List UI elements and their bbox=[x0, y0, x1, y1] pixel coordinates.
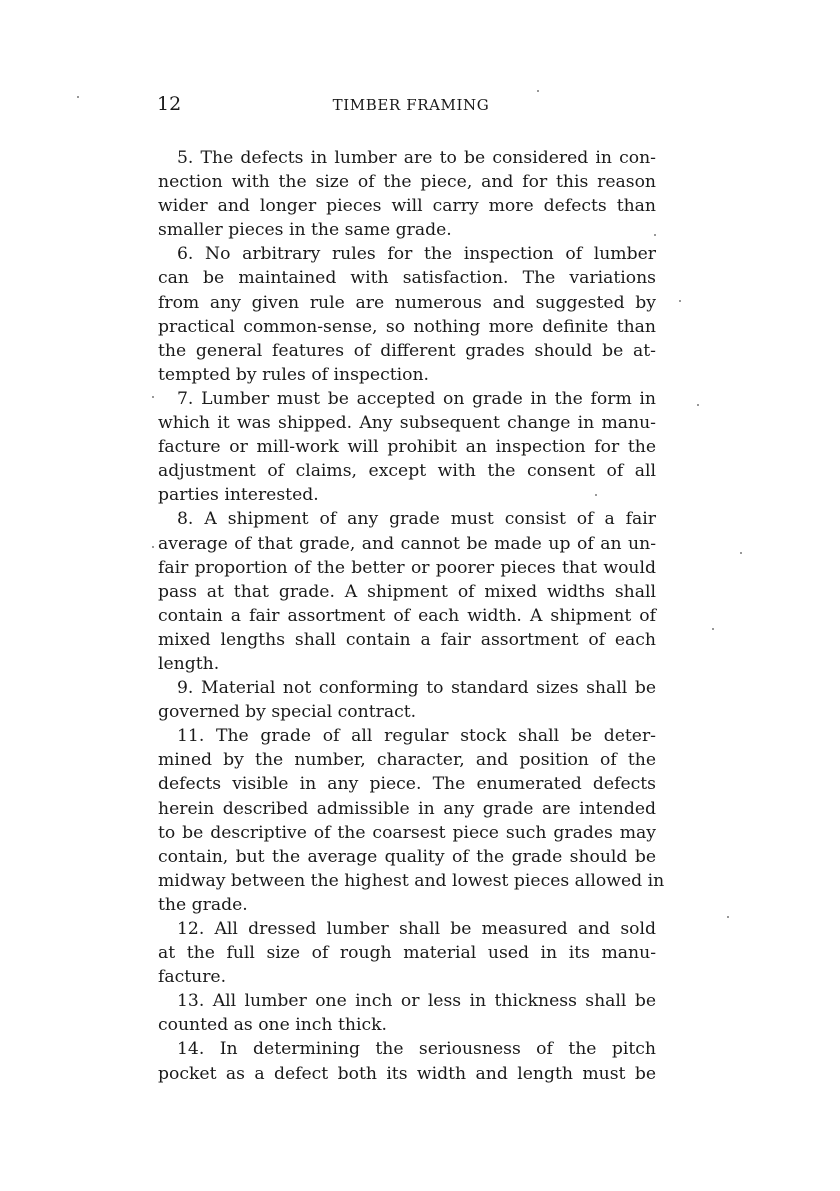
paragraph-5 bbox=[158, 146, 656, 242]
text-line: 11. The grade of all regular stock shall be deter- bbox=[177, 726, 656, 747]
text-line: 9. Material not conforming to standard sizes shall be bbox=[177, 678, 656, 699]
text-line: 8. A shipment of any grade must consist of a fair bbox=[177, 509, 656, 530]
paragraph-6 bbox=[158, 242, 656, 387]
paragraph-12 bbox=[158, 917, 656, 989]
text-line: 12. All dressed lumber shall be measured and sold bbox=[177, 919, 656, 939]
text-line: adjustment of claims, except with the consent of all bbox=[158, 461, 656, 482]
text-line: the general features of different grades should be at- bbox=[158, 340, 656, 361]
text-line: mixed lengths shall contain a fair assortment of each bbox=[158, 629, 656, 650]
text-line: the grade. bbox=[158, 894, 248, 915]
text-line: facture. bbox=[158, 967, 227, 988]
text-line: to be descriptive of the coarsest piece such grades may bbox=[158, 822, 656, 843]
scan-speck bbox=[679, 300, 681, 302]
text-line: 13. All lumber one inch or less in thickness shall be bbox=[177, 991, 656, 1012]
text-line: pocket as a defect both its width and length must be bbox=[158, 1063, 656, 1084]
text-line: tempted by rules of inspection. bbox=[158, 364, 429, 385]
text-line: midway between the highest and lowest pieces allowed in bbox=[158, 870, 665, 891]
scan-speck bbox=[77, 96, 79, 98]
text-line: mined by the number, character, and position of the bbox=[158, 750, 656, 771]
text-line: wider and longer pieces will carry more defects than bbox=[158, 196, 656, 217]
scan-speck bbox=[712, 628, 714, 630]
text-line: 14. In determining the seriousness of the pitch bbox=[177, 1039, 656, 1060]
text-line: practical common-sense, so nothing more definite than bbox=[158, 316, 656, 337]
text-line: average of that grade, and cannot be made up of an un- bbox=[158, 533, 656, 554]
text-line: governed by special contract. bbox=[158, 702, 417, 723]
running-title: TIMBER FRAMING bbox=[332, 96, 490, 114]
paragraph-8 bbox=[158, 507, 656, 676]
scan-speck bbox=[740, 552, 742, 554]
scan-speck bbox=[654, 234, 656, 236]
scan-speck bbox=[697, 404, 699, 406]
text-line: contain, but the average quality of the grade should be bbox=[158, 846, 656, 867]
paragraph-9 bbox=[158, 676, 656, 724]
scan-speck bbox=[727, 916, 729, 918]
text-line: fair proportion of the better or poorer pieces that would bbox=[158, 557, 656, 578]
paragraph-14 bbox=[158, 1037, 656, 1085]
page-header bbox=[157, 92, 657, 116]
text-line: contain a fair assortment of each width. A shipment of bbox=[158, 605, 656, 626]
text-line: defects visible in any piece. The enumerated defects bbox=[158, 774, 656, 795]
scan-speck bbox=[595, 494, 597, 496]
text-line: length. bbox=[158, 653, 220, 674]
text-line: which it was shipped. Any subsequent change in manu- bbox=[158, 413, 656, 434]
text-line: smaller pieces in the same grade. bbox=[158, 220, 452, 241]
scan-speck bbox=[152, 546, 154, 548]
text-line: nection with the size of the piece, and for this reason bbox=[158, 172, 656, 193]
scan-speck bbox=[152, 396, 154, 398]
text-line: facture or mill-work will prohibit an inspection for the bbox=[158, 437, 656, 458]
text-line: can be maintained with satisfaction. The variations bbox=[158, 268, 656, 289]
paragraph-13 bbox=[158, 989, 656, 1037]
text-line: pass at that grade. A shipment of mixed widths shall bbox=[158, 581, 656, 602]
text-line: from any given rule are numerous and suggested by bbox=[158, 292, 656, 313]
scan-speck bbox=[537, 90, 539, 92]
paragraph-11 bbox=[158, 724, 665, 917]
text-line: at the full size of rough material used in its manu- bbox=[158, 943, 656, 964]
paragraph-7 bbox=[158, 387, 656, 507]
text-line: parties interested. bbox=[158, 485, 319, 506]
text-line: herein described admissible in any grade are intended bbox=[158, 798, 656, 819]
page-number: 12 bbox=[157, 93, 182, 115]
body-text bbox=[158, 146, 665, 1086]
text-line: 7. Lumber must be accepted on grade in the form in bbox=[177, 388, 656, 409]
text-line: counted as one inch thick. bbox=[158, 1015, 387, 1036]
text-line: 6. No arbitrary rules for the inspection of lumber bbox=[177, 244, 656, 265]
text-line: 5. The defects in lumber are to be considered in con- bbox=[177, 148, 656, 168]
